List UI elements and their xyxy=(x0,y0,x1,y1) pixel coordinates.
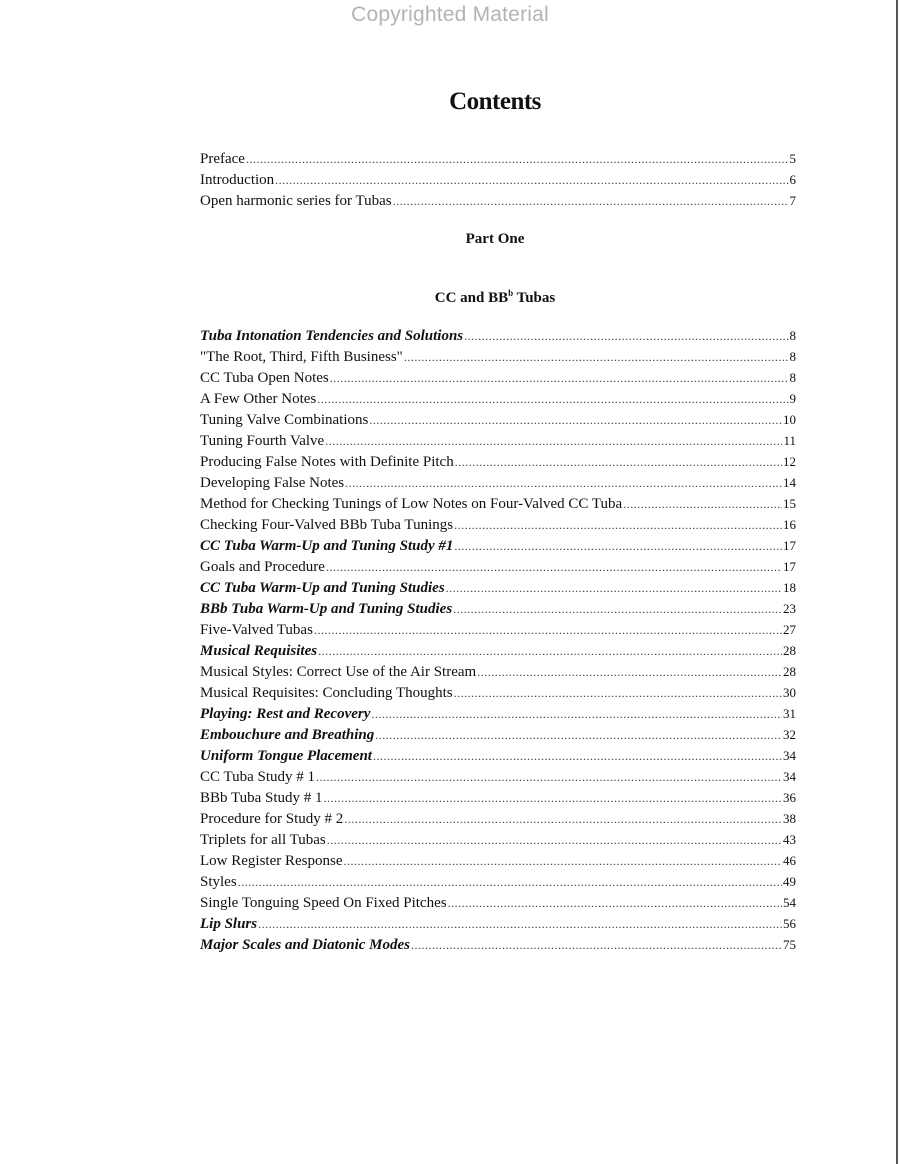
toc-entry-title: CC Tuba Study # 1 xyxy=(200,769,316,785)
dot-leader xyxy=(330,368,789,389)
toc-entry-title: Musical Styles: Correct Use of the Air Stream xyxy=(200,664,477,680)
dot-leader xyxy=(375,725,782,746)
toc-entry-page-number: 8 xyxy=(789,370,796,385)
dot-leader xyxy=(314,620,782,641)
toc-entry[interactable] xyxy=(200,472,796,493)
toc-entry-title: Styles xyxy=(200,874,237,890)
toc-entry-page-number: 23 xyxy=(783,601,796,616)
toc-entry-title: Tuning Valve Combinations xyxy=(200,412,369,428)
toc-entry-title: Lip Slurs xyxy=(200,916,258,932)
toc-entry[interactable] xyxy=(200,556,796,577)
toc-entry-page-number: 28 xyxy=(783,664,796,679)
toc-entry[interactable] xyxy=(200,409,796,430)
dot-leader xyxy=(324,788,782,809)
toc-entry-title: Producing False Notes with Definite Pitch xyxy=(200,454,454,470)
toc-entry[interactable] xyxy=(200,745,796,766)
dot-leader xyxy=(316,767,782,788)
toc-entry-page-number: 10 xyxy=(783,412,796,427)
toc-entry-page-number: 18 xyxy=(783,580,796,595)
toc-entry-title: Preface xyxy=(200,151,245,167)
toc-entry-page-number: 54 xyxy=(783,895,796,910)
toc-entry[interactable] xyxy=(200,892,796,913)
dot-leader xyxy=(246,149,789,170)
toc-entry-title: "The Root, Third, Fifth Business" xyxy=(200,349,403,365)
toc-entry[interactable] xyxy=(200,661,796,682)
toc-entry-title: Open harmonic series for Tubas xyxy=(200,193,392,209)
toc-entry[interactable] xyxy=(200,598,796,619)
toc-entry[interactable] xyxy=(200,619,796,640)
toc-entry-title: Musical Requisites: Concluding Thoughts xyxy=(200,685,453,701)
toc-entry-title: Developing False Notes xyxy=(200,475,345,491)
toc-entry-title: Tuning Fourth Valve xyxy=(200,433,325,449)
dot-leader xyxy=(238,872,782,893)
toc-entry[interactable] xyxy=(200,724,796,745)
toc-entry[interactable] xyxy=(200,913,796,934)
dot-leader xyxy=(464,326,788,347)
dot-leader xyxy=(448,893,782,914)
toc-entry[interactable] xyxy=(200,190,796,211)
toc-entry[interactable] xyxy=(200,514,796,535)
section-title-suffix: Tubas xyxy=(513,290,556,306)
toc-entry-title: Playing: Rest and Recovery xyxy=(200,706,371,722)
part-heading: Part One xyxy=(465,231,525,247)
toc-entry-page-number: 5 xyxy=(789,151,796,166)
toc-entry-page-number: 27 xyxy=(783,622,796,637)
dot-leader xyxy=(369,410,782,431)
toc-entry[interactable] xyxy=(200,682,796,703)
toc-entry-title: CC Tuba Open Notes xyxy=(200,370,329,386)
dot-leader xyxy=(326,557,782,578)
section-title-prefix: CC and BB xyxy=(434,290,509,306)
toc-entry-title: Major Scales and Diatonic Modes xyxy=(200,937,411,953)
dot-leader xyxy=(318,641,782,662)
dot-leader xyxy=(455,452,782,473)
dot-leader xyxy=(344,809,782,830)
toc-entry-page-number: 49 xyxy=(783,874,796,889)
dot-leader xyxy=(454,515,782,536)
toc-entry[interactable] xyxy=(200,766,796,787)
toc-entry-page-number: 56 xyxy=(783,916,796,931)
toc-entry[interactable] xyxy=(200,367,796,388)
toc-entry-page-number: 31 xyxy=(783,706,796,721)
toc-entry[interactable] xyxy=(200,451,796,472)
dot-leader xyxy=(345,473,782,494)
toc-entry-page-number: 46 xyxy=(783,853,796,868)
toc-entry-page-number: 8 xyxy=(789,328,796,343)
section-title xyxy=(0,290,900,307)
toc-entry-page-number: 6 xyxy=(789,172,796,187)
dot-leader xyxy=(453,599,782,620)
toc-entry[interactable] xyxy=(200,430,796,451)
toc-entry[interactable] xyxy=(200,148,796,169)
toc-entry-title: Introduction xyxy=(200,172,275,188)
toc-entry[interactable] xyxy=(200,640,796,661)
toc-entry-title: Checking Four-Valved BBb Tuba Tunings xyxy=(200,517,454,533)
dot-leader xyxy=(325,431,782,452)
toc-entry-title: Triplets for all Tubas xyxy=(200,832,326,848)
dot-leader xyxy=(411,935,782,956)
dot-leader xyxy=(327,830,782,851)
dot-leader xyxy=(446,578,782,599)
dot-leader xyxy=(393,191,789,212)
toc-entry[interactable] xyxy=(200,346,796,367)
dot-leader xyxy=(454,683,782,704)
toc-entry[interactable] xyxy=(200,169,796,190)
toc-entry-title: BBb Tuba Study # 1 xyxy=(200,790,323,806)
toc-entry-page-number: 8 xyxy=(789,349,796,364)
toc-entry-title: CC Tuba Warm-Up and Tuning Studies xyxy=(200,580,445,596)
toc-entry-title: Uniform Tongue Placement xyxy=(200,748,372,764)
front-matter-list xyxy=(200,148,796,211)
copyright-watermark: Copyrighted Material xyxy=(351,3,549,26)
toc-entry[interactable] xyxy=(200,577,796,598)
toc-entry-page-number: 12 xyxy=(783,454,796,469)
toc-entry-title: Procedure for Study # 2 xyxy=(200,811,344,827)
toc-entry[interactable] xyxy=(200,829,796,850)
toc-entry-title: A Few Other Notes xyxy=(200,391,317,407)
toc-entry-page-number: 38 xyxy=(783,811,796,826)
toc-entry-title: Low Register Response xyxy=(200,853,343,869)
toc-entry-title: Single Tonguing Speed On Fixed Pitches xyxy=(200,895,447,911)
flat-superscript: b xyxy=(508,288,514,298)
toc-entry-page-number: 34 xyxy=(783,748,796,763)
dot-leader xyxy=(373,746,782,767)
toc-entry-page-number: 36 xyxy=(783,790,796,805)
contents-list xyxy=(200,325,796,955)
toc-entry-page-number: 7 xyxy=(789,193,796,208)
toc-entry-page-number: 43 xyxy=(783,832,796,847)
dot-leader xyxy=(477,662,782,683)
toc-entry-page-number: 28 xyxy=(783,643,796,658)
toc-entry-title: BBb Tuba Warm-Up and Tuning Studies xyxy=(200,601,453,617)
toc-entry-title: Musical Requisites xyxy=(200,643,318,659)
toc-entry[interactable] xyxy=(200,325,796,346)
toc-entry-page-number: 11 xyxy=(783,433,796,448)
toc-entry-title: CC Tuba Warm-Up and Tuning Study #1 xyxy=(200,538,454,554)
toc-entry-title: Goals and Procedure xyxy=(200,559,325,575)
toc-entry-title: Five-Valved Tubas xyxy=(200,622,313,638)
toc-entry-title: Embouchure and Breathing xyxy=(200,727,375,743)
toc-entry[interactable] xyxy=(200,787,796,808)
toc-entry-page-number: 16 xyxy=(783,517,796,532)
toc-entry-page-number: 17 xyxy=(783,559,796,574)
dot-leader xyxy=(343,851,782,872)
toc-entry[interactable] xyxy=(200,535,796,556)
dot-leader xyxy=(275,170,788,191)
toc-entry-page-number: 9 xyxy=(789,391,796,406)
toc-entry[interactable] xyxy=(200,934,796,955)
toc-entry[interactable] xyxy=(200,388,796,409)
page-title: Contents xyxy=(449,88,541,115)
toc-entry-page-number: 15 xyxy=(783,496,796,511)
toc-entry-page-number: 34 xyxy=(783,769,796,784)
dot-leader xyxy=(317,389,788,410)
toc-entry[interactable] xyxy=(200,493,796,514)
toc-entry-page-number: 17 xyxy=(783,538,796,553)
page-edge-line xyxy=(896,0,898,1164)
toc-entry[interactable] xyxy=(200,808,796,829)
dot-leader xyxy=(258,914,782,935)
toc-entry-page-number: 32 xyxy=(783,727,796,742)
toc-entry-title: Tuba Intonation Tendencies and Solutions xyxy=(200,328,464,344)
toc-entry-title: Method for Checking Tunings of Low Notes on Four-Valved CC Tuba xyxy=(200,496,623,512)
toc-entry-page-number: 75 xyxy=(783,937,796,952)
toc-entry-page-number: 14 xyxy=(783,475,796,490)
toc-entry-page-number: 30 xyxy=(783,685,796,700)
dot-leader xyxy=(371,704,782,725)
toc-entry[interactable] xyxy=(200,871,796,892)
toc-entry[interactable] xyxy=(200,850,796,871)
toc-entry[interactable] xyxy=(200,703,796,724)
dot-leader xyxy=(454,536,782,557)
dot-leader xyxy=(623,494,782,515)
dot-leader xyxy=(404,347,789,368)
